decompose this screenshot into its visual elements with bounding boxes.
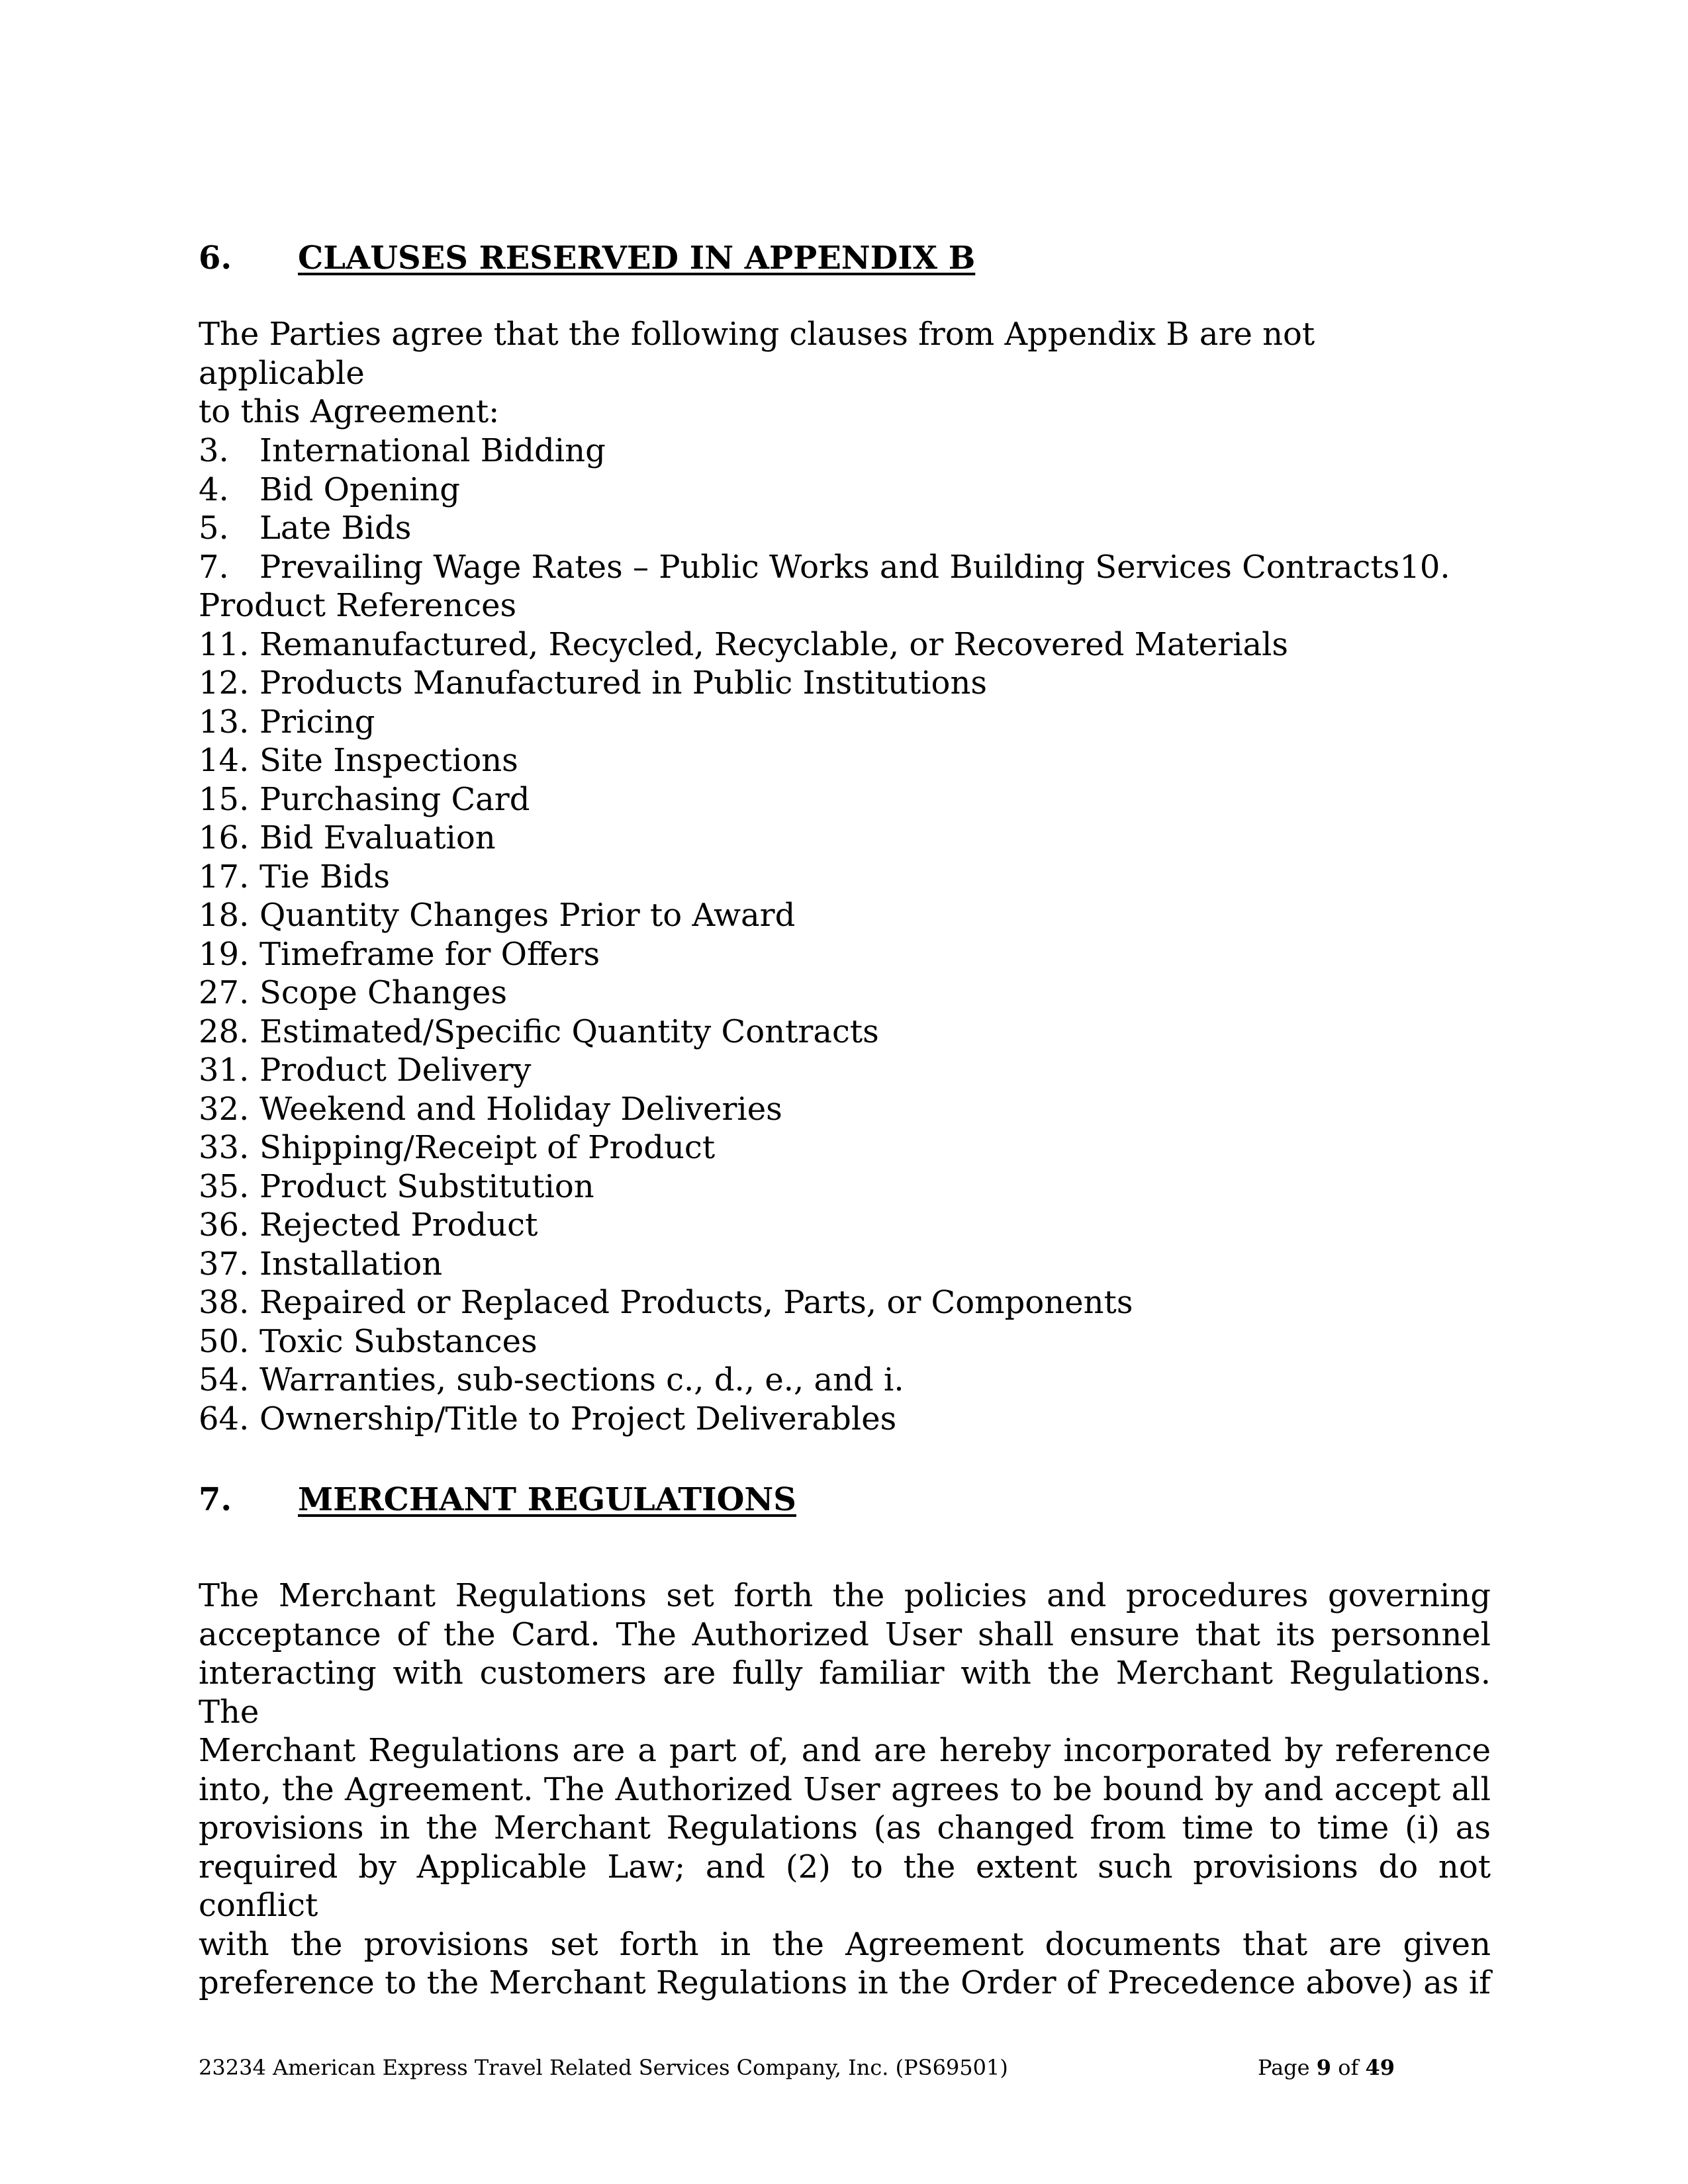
clause-text: International Bidding (259, 432, 606, 469)
body-line: acceptance of the Card. The Authorized User shall ensure that its personnel (199, 1615, 1491, 1653)
clause-text: Site Inspections (259, 742, 518, 779)
list-item (199, 1206, 1491, 1245)
list-item (199, 974, 1491, 1013)
document-page (199, 0, 1491, 2184)
list-item (199, 896, 1491, 935)
list-item (199, 1245, 1491, 1284)
clause-text: Repaired or Replaced Products, Parts, or Components (259, 1284, 1133, 1321)
clause-number: 50. (199, 1322, 250, 1360)
body-line: The Merchant Regulations set forth the policies and procedures governing (199, 1577, 1491, 1614)
clause-text: Installation (259, 1245, 443, 1283)
footer-contract-label: 23234 American Express Travel Related Services Company, Inc. (PS69501) (199, 2055, 1008, 2080)
list-item (199, 1322, 1491, 1361)
clause-number: 36. (199, 1206, 250, 1244)
clause-text: Pricing (259, 703, 375, 741)
clause-text: Late Bids (259, 510, 412, 547)
list-item (199, 819, 1491, 858)
clause-number: 19. (199, 935, 250, 973)
clause-number: 5. (199, 510, 229, 547)
list-item (199, 1283, 1491, 1322)
page-number (1258, 2054, 1395, 2081)
list-item (199, 509, 1491, 548)
list-item (199, 1167, 1491, 1206)
body-line: preference to the Merchant Regulations in the Order of Precedence above) as if (199, 1964, 1491, 2001)
clause-text: Prevailing Wage Rates – Public Works and Building Services Contracts10. (259, 548, 1450, 586)
page-prefix: Page (1258, 2055, 1317, 2080)
clause-number: 33. (199, 1129, 250, 1166)
list-item (199, 1128, 1491, 1167)
list-item (199, 586, 1491, 625)
clause-number: 3. (199, 432, 229, 469)
clause-text: Quantity Changes Prior to Award (259, 897, 796, 934)
list-item (199, 858, 1491, 897)
clause-text: Estimated/Specific Quantity Contracts (259, 1013, 879, 1050)
section-title: CLAUSES RESERVED IN APPENDIX B (298, 240, 976, 277)
clause-number: 27. (199, 974, 250, 1011)
list-item (199, 471, 1491, 510)
body-line: required by Applicable Law; and (2) to the extent such provisions do not conflict (199, 1848, 1491, 1924)
list-item (199, 548, 1491, 587)
list-item (199, 1400, 1491, 1439)
section-6-intro (199, 315, 1491, 432)
clause-number: 15. (199, 780, 250, 818)
body-line: interacting with customers are fully familiar with the Merchant Regulations. The (199, 1655, 1491, 1731)
clause-text: Tie Bids (259, 858, 391, 895)
clause-number: 18. (199, 897, 250, 934)
list-item (199, 1013, 1491, 1052)
section-title: MERCHANT REGULATIONS (298, 1481, 796, 1518)
body-line: Merchant Regulations are a part of, and are hereby incorporated by reference (199, 1732, 1491, 1769)
clause-number: 13. (199, 703, 250, 741)
list-item (199, 703, 1491, 742)
clause-text: Bid Opening (259, 471, 460, 508)
page-total: 49 (1365, 2055, 1395, 2080)
list-item (199, 741, 1491, 780)
section-6-heading (199, 238, 975, 278)
list-item (199, 432, 1491, 471)
body-line: with the provisions set forth in the Agreement documents that are given (199, 1925, 1491, 1963)
clause-number: 17. (199, 858, 250, 895)
clause-text: Product Delivery (259, 1052, 532, 1089)
section-number: 6. (199, 240, 232, 277)
clause-text: Product References (199, 587, 517, 624)
clause-text: Weekend and Holiday Deliveries (259, 1090, 782, 1128)
section-7-heading (199, 1480, 796, 1520)
clause-number: 4. (199, 471, 229, 508)
clause-number: 16. (199, 819, 250, 856)
clause-number: 7. (199, 548, 229, 586)
list-item (199, 935, 1491, 974)
clause-text: Remanufactured, Recycled, Recyclable, or Recovered Materials (259, 625, 1289, 663)
clause-text: Products Manufactured in Public Institutions (259, 664, 987, 702)
clause-number: 35. (199, 1167, 250, 1205)
clause-number: 64. (199, 1400, 250, 1437)
clause-number: 28. (199, 1013, 250, 1050)
clause-text: Bid Evaluation (259, 819, 496, 856)
list-item (199, 1051, 1491, 1090)
section-number: 7. (199, 1481, 232, 1518)
clause-number: 31. (199, 1052, 250, 1089)
clause-text: Rejected Product (259, 1206, 538, 1244)
clause-number: 11. (199, 625, 250, 663)
body-line: provisions in the Merchant Regulations (as changed from time to time (i) as (199, 1809, 1491, 1846)
clause-text: Shipping/Receipt of Product (259, 1129, 716, 1166)
intro-line: The Parties agree that the following clauses from Appendix B are not applicable (199, 316, 1315, 392)
clause-text: Warranties, sub-sections c., d., e., and i. (259, 1361, 904, 1398)
clause-number: 14. (199, 742, 250, 779)
clause-text: Timeframe for Offers (259, 935, 600, 973)
page-current: 9 (1316, 2055, 1332, 2080)
clause-number: 54. (199, 1361, 250, 1398)
body-line: into, the Agreement. The Authorized User agrees to be bound by and accept all (199, 1770, 1491, 1808)
clause-list (199, 432, 1491, 1438)
list-item (199, 1090, 1491, 1129)
section-7-body (199, 1576, 1491, 2003)
list-item (199, 664, 1491, 703)
clause-number: 38. (199, 1284, 250, 1321)
clause-number: 37. (199, 1245, 250, 1283)
clause-text: Product Substitution (259, 1167, 594, 1205)
clause-number: 12. (199, 664, 250, 702)
list-item (199, 1361, 1491, 1400)
clause-text: Purchasing Card (259, 780, 530, 818)
page-of: of (1331, 2055, 1366, 2080)
list-item (199, 625, 1491, 664)
clause-text: Scope Changes (259, 974, 507, 1011)
list-item (199, 780, 1491, 819)
intro-line: to this Agreement: (199, 393, 500, 430)
clause-text: Ownership/Title to Project Deliverables (259, 1400, 897, 1437)
clause-text: Toxic Substances (259, 1322, 538, 1360)
clause-number: 32. (199, 1090, 250, 1128)
